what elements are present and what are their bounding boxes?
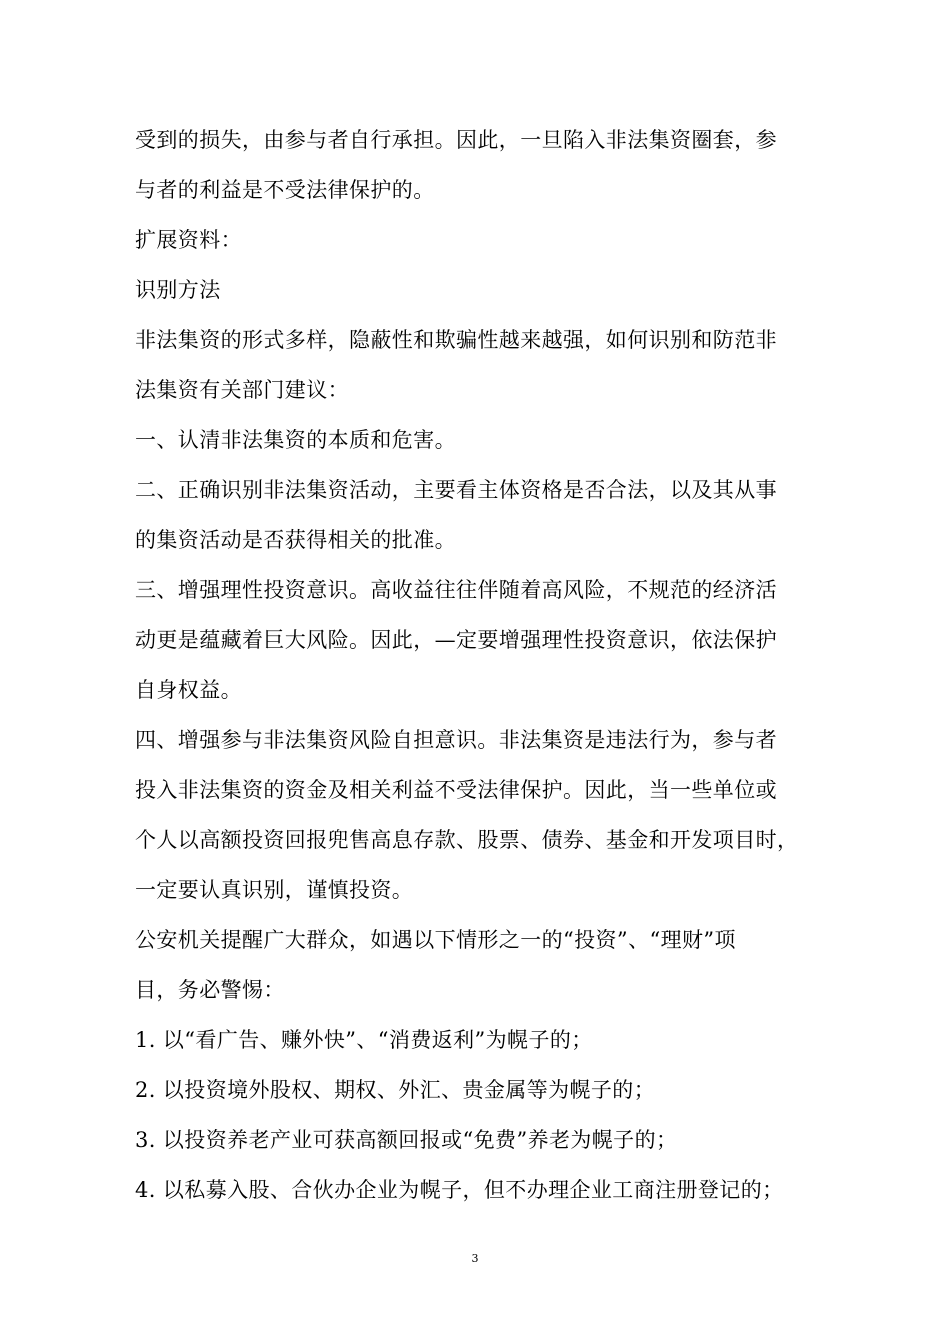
list-item: 1. 以“看广告、赚外快”、“消费返利”为幌子的；: [135, 1028, 593, 1052]
section-heading: 识别方法: [135, 278, 221, 302]
page-number: 3: [471, 1252, 479, 1265]
text-line: 一、认清非法集资的本质和危害。: [135, 428, 456, 452]
list-item: 3. 以投资养老产业可获高额回报或“免费”养老为幌子的；: [135, 1128, 678, 1152]
text-line: 与者的利益是不受法律保护的。: [135, 178, 435, 202]
text-line: 投入非法集资的资金及相关利益不受法律保护。因此，当一些单位或: [135, 778, 777, 802]
text-line: 四、增强参与非法集资风险自担意识。非法集资是违法行为，参与者: [135, 728, 777, 752]
list-item: 4. 以私募入股、合伙办企业为幌子，但不办理企业工商注册登记的；: [135, 1178, 784, 1202]
text-line: 自身权益。: [135, 678, 242, 702]
text-line: 一定要认真识别，谨慎投资。: [135, 878, 414, 902]
list-item: 2. 以投资境外股权、期权、外汇、贵金属等为幌子的；: [135, 1078, 656, 1102]
text-line: 受到的损失，由参与者自行承担。因此，一旦陷入非法集资圈套，参: [135, 128, 777, 152]
text-line: 法集资有关部门建议：: [135, 378, 349, 402]
text-line: 非法集资的形式多样，隐蔽性和欺骗性越来越强，如何识别和防范非: [135, 328, 777, 352]
text-line: 的集资活动是否获得相关的批准。: [135, 528, 456, 552]
text-line: 目，务必警惕：: [135, 978, 285, 1002]
text-line: 个人以高额投资回报兜售高息存款、股票、债券、基金和开发项目时，: [135, 828, 799, 852]
text-line: 公安机关提醒广大群众，如遇以下情形之一的“投资”、“理财”项: [135, 928, 736, 952]
text-line: 动更是蕴藏着巨大风险。因此，—定要增强理性投资意识，依法保护: [135, 628, 777, 652]
text-line: 三、增强理性投资意识。高收益往往伴随着高风险，不规范的经济活: [135, 578, 777, 602]
text-line: 扩展资料：: [135, 228, 242, 252]
text-line: 二、正确识别非法集资活动，主要看主体资格是否合法，以及其从事: [135, 478, 777, 502]
